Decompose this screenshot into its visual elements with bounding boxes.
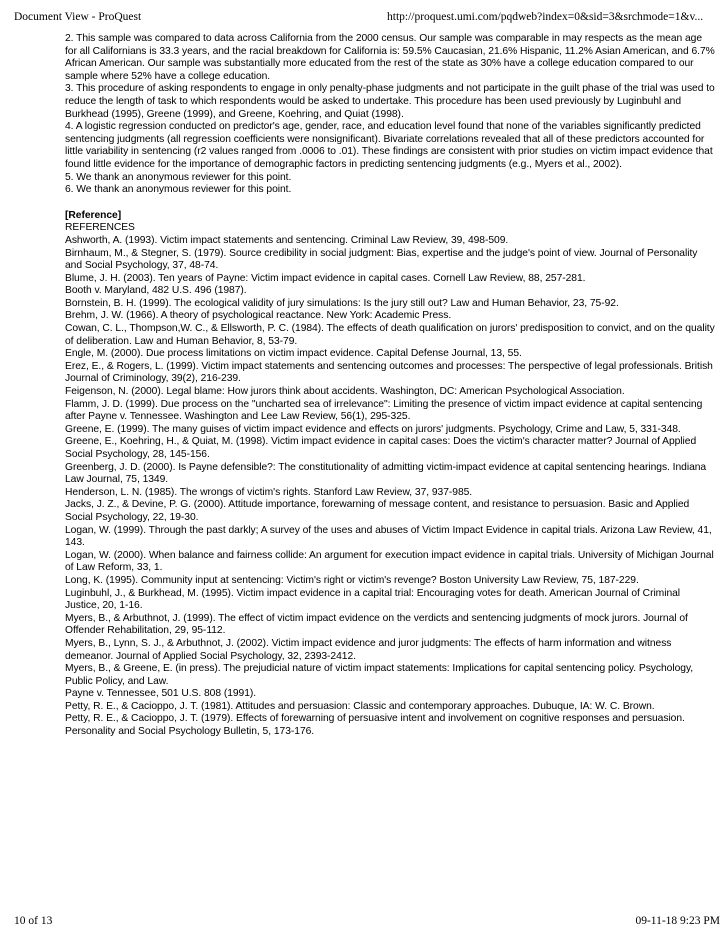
reference-entry: Engle, M. (2000). Due process limitations on victim impact evidence. Capital Defense Journal, 13, 55. bbox=[65, 348, 522, 360]
reference-entry: Greene, E. (1999). The many guises of victim impact evidence and effects on jurors' judgments. Psychology, Crime and Law, 5, 331-348. bbox=[65, 423, 681, 435]
reference-entry: Long, K. (1995). Community input at sentencing: Victim's right or victim's revenge? Boston University Law Review, 75, 187-229. bbox=[65, 574, 639, 586]
reference-entry: Petty, R. E., & Cacioppo, J. T. (1981). Attitudes and persuasion: Classic and contemporary approaches. Dubuque, IA: W. C. Brown. bbox=[65, 700, 655, 712]
reference-entry: Greene, E., Koehring, H., & Quiat, M. (1998). Victim impact evidence in capital cases: Does the victim's character matter? Journal of Applied Social Psychology, 28, 145-156. bbox=[65, 436, 697, 460]
reference-entry: Jacks, J. Z., & Devine, P. G. (2000). Attitude importance, forewarning of message content, and resistance to persuasion. Basic and Applied Social Psychology, 22, 19-30. bbox=[65, 499, 690, 523]
document-body bbox=[65, 33, 715, 739]
endnotes bbox=[65, 33, 715, 197]
endnote: 3. This procedure of asking respondents to engage in only penalty-phase judgments and not participate in the guilt phase of the trial was used to reduce the length of task to which respondents would be asked to undertake. This procedure has been used previously by Luginbuhl and Burkhead (1995), Greene (1999), and Greene, Koehring, and Quiat (1998). bbox=[65, 83, 715, 120]
print-header bbox=[14, 11, 722, 27]
reference-entry: Ashworth, A. (1993). Victim impact statements and sentencing. Criminal Law Review, 39, 498-509. bbox=[65, 234, 509, 246]
reference-entry: Feigenson, N. (2000). Legal blame: How jurors think about accidents. Washington, DC: American Psychological Association. bbox=[65, 386, 625, 398]
endnote: 2. This sample was compared to data across California from the 2000 census. Our sample was comparable in may respects as the mean age for all Californians is 33.3 years, and the racial breakdown for California is: 59.5% Caucasian, 21.6% Hispanic, 11.2% Asian American, and 6.7% African American. Our sample was substantially more educated from the rest of the state as 30% have a college education compared to our sample where 52% have a college education. bbox=[65, 33, 715, 82]
reference-entry: Blume, J. H. (2003). Ten years of Payne: Victim impact evidence in capital cases. Cornell Law Review, 88, 257-281. bbox=[65, 272, 586, 284]
page-number: 10 of 13 bbox=[14, 915, 53, 927]
reference-entry: Henderson, L. N. (1985). The wrongs of victim's rights. Stanford Law Review, 37, 937-985. bbox=[65, 486, 473, 498]
reference-entry: Birnhaum, M., & Stegner, S. (1979). Source credibility in social judgment: Bias, expertise and the judge's point of view. Journal of Personality and Social Psychology, 37, 48-74. bbox=[65, 247, 698, 272]
document-title: Document View - ProQuest bbox=[14, 11, 142, 23]
reference-entry: Payne v. Tennessee, 501 U.S. 808 (1991). bbox=[65, 688, 257, 700]
endnote: 5. We thank an anonymous reviewer for this point. bbox=[65, 171, 292, 183]
reference-entry: Brehm, J. W. (1966). A theory of psychological reactance. New York: Academic Press. bbox=[65, 310, 452, 322]
endnote: 4. A logistic regression conducted on predictor's age, gender, race, and education level found that none of the variables significantly predicted sentencing judgments (all regression coefficients were nonsignificant). Bivariate correlations revealed that all of these predictors accounted for little variability in sentencing (r2 values ranged from .0006 to .01). These findings are consistent with prior studies on victim impact evidence that found little evidence for the importance of demographic factors in predicting sentencing judgments (e.g., Myers et al., 2002). bbox=[65, 121, 713, 170]
reference-entry: Petty, R. E., & Cacioppo, J. T. (1979). Effects of forewarning of persuasive intent and involvement on cognitive responses and persuasion. Personality and Social Psychology Bulletin, 5, 173-176. bbox=[65, 713, 685, 738]
reference-entry: Greenberg, J. D. (2000). Is Payne defensible?: The constitutionality of admitting victim-impact evidence at capital sentencing hearings. Indiana Law Journal, 75, 1349. bbox=[65, 461, 707, 486]
reference-entry: Myers, B., & Arbuthnot, J. (1999). The effect of victim impact evidence on the verdicts and sentencing judgments of mock jurors. Journal of Offender Rehabilitation, 29, 95-112. bbox=[65, 612, 688, 637]
print-footer bbox=[14, 915, 720, 931]
print-datetime: 09-11-18 9:23 PM bbox=[635, 915, 720, 927]
reference-entry: Logan, W. (2000). When balance and fairness collide: An argument for execution impact evidence in capital trials. University of Michigan Journal of Law Reform, 33, 1. bbox=[65, 549, 714, 574]
reference-entry: Erez, E., & Rogers, L. (1999). Victim impact statements and sentencing outcomes and processes: The perspective of legal professionals. British Journal of Criminology, 39(2), 216-239. bbox=[65, 360, 713, 385]
reference-entry: Luginbuhl, J., & Burkhead, M. (1995). Victim impact evidence in a capital trial: Encouraging votes for death. American Journal of Criminal Justice, 20, 1-16. bbox=[65, 587, 681, 612]
endnote: 6. We thank an anonymous reviewer for this point. bbox=[65, 184, 292, 196]
reference-entry: Flamm, J. D. (1999). Due process on the "uncharted sea of irrelevance": Limiting the presence of victim impact evidence at capital sentencing after Payne v. Tennessee. Washington and Lee Law Review, 56(1), 295-325. bbox=[65, 398, 703, 423]
reference-heading: [Reference] bbox=[65, 209, 122, 221]
reference-entry: Logan, W. (1999). Through the past darkly; A survey of the uses and abuses of Victim Impact Evidence in capital trials. Arizona Law Review, 41, 143. bbox=[65, 524, 712, 549]
reference-entry: Myers, B., & Greene, E. (in press). The prejudicial nature of victim impact statements: Implications for capital sentencing policy. Psychology, Public Policy, and Law. bbox=[65, 663, 694, 687]
reference-list bbox=[65, 235, 715, 739]
reference-entry: Bornstein, B. H. (1999). The ecological validity of jury simulations: Is the jury still out? Law and Human Behavior, 23, 75-92. bbox=[65, 297, 619, 309]
references-subheading: REFERENCES bbox=[65, 222, 135, 234]
document-url: http://proquest.umi.com/pqdweb?index=0&sid=3&srchmode=1&v... bbox=[387, 11, 704, 23]
reference-entry: Myers, B., Lynn, S. J., & Arbuthnot, J. (2002). Victim impact evidence and juror judgments: The effects of harm information and witness demeanor. Journal of Applied Social Psychology, 32, 2393-2412. bbox=[65, 637, 672, 662]
reference-entry: Booth v. Maryland, 482 U.S. 496 (1987). bbox=[65, 285, 247, 297]
reference-entry: Cowan, C. L., Thompson,W. C., & Ellsworth, P. C. (1984). The effects of death qualification on jurors' predisposition to convict, and on the quality of deliberation. Law and Human Behavior, 8, 53-79. bbox=[65, 323, 715, 347]
